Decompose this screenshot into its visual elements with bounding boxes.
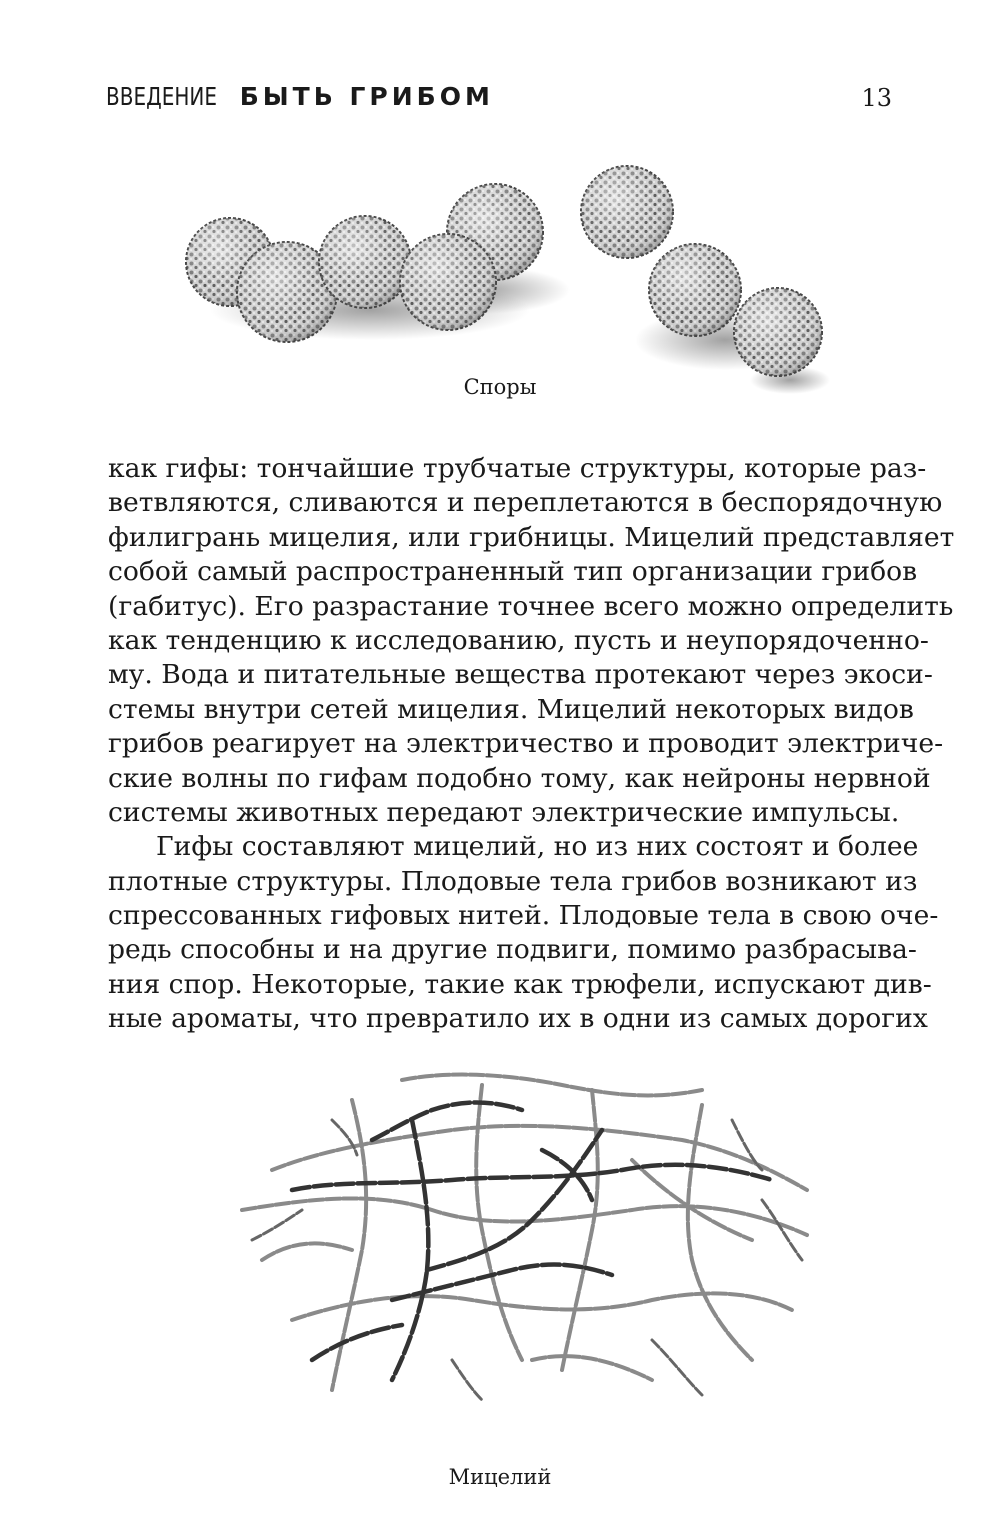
text-line: ния спор. Некоторые, такие как трюфели, испускают див- [108,968,932,1000]
text-line: ветвляются, сливаются и переплетаются в беспорядочную [108,487,943,519]
text-line: грибов реагирует на электричество и проводит электриче- [108,728,944,760]
spore [649,244,741,336]
page-number: 13 [861,84,892,112]
body-text [108,452,955,1037]
text-line: му. Вода и питательные вещества протекают через экоси- [108,659,933,691]
spores-illustration [180,162,840,394]
chapter-title: БЫТЬ ГРИБОМ [239,82,494,111]
mycelium-caption: Мицелий [448,1465,552,1489]
text-line: филигрань мицелия, или грибницы. Мицелий представляет [108,521,955,553]
text-line: (габитус). Его разрастание точнее всего можно определить [108,590,954,622]
text-line: как тенденцию к исследованию, пусть и неупорядоченно- [108,624,929,656]
spores-caption: Споры [463,375,537,399]
spore [319,216,411,308]
text-line: стемы внутри сетей мицелия. Мицелий некоторых видов [108,693,914,725]
mycelium-illustration [232,1060,814,1405]
running-head [106,82,494,111]
text-line: Гифы составляют мицелий, но из них состоят и более [156,831,919,863]
text-line: плотные структуры. Плодовые тела грибов возникают из [108,865,918,897]
text-line: ские волны по гифам подобно тому, как нейроны нервной [108,762,931,794]
text-line: как гифы: тончайшие трубчатые структуры, которые раз- [108,453,927,484]
text-line: ные ароматы, что превратило их в одни из самых дорогих [108,1003,928,1035]
text-line: системы животных передают электрические импульсы. [108,796,900,828]
spore [581,166,673,258]
spore [734,288,822,376]
text-line: спрессованных гифовых нитей. Плодовые тела в свою оче- [108,900,939,932]
text-line: собой самый распространенный тип организации грибов [108,556,918,588]
section-title: ВВЕДЕНИЕ [106,82,217,111]
text-line: редь способны и на другие подвиги, помимо разбрасыва- [108,934,917,966]
spore [400,234,496,330]
